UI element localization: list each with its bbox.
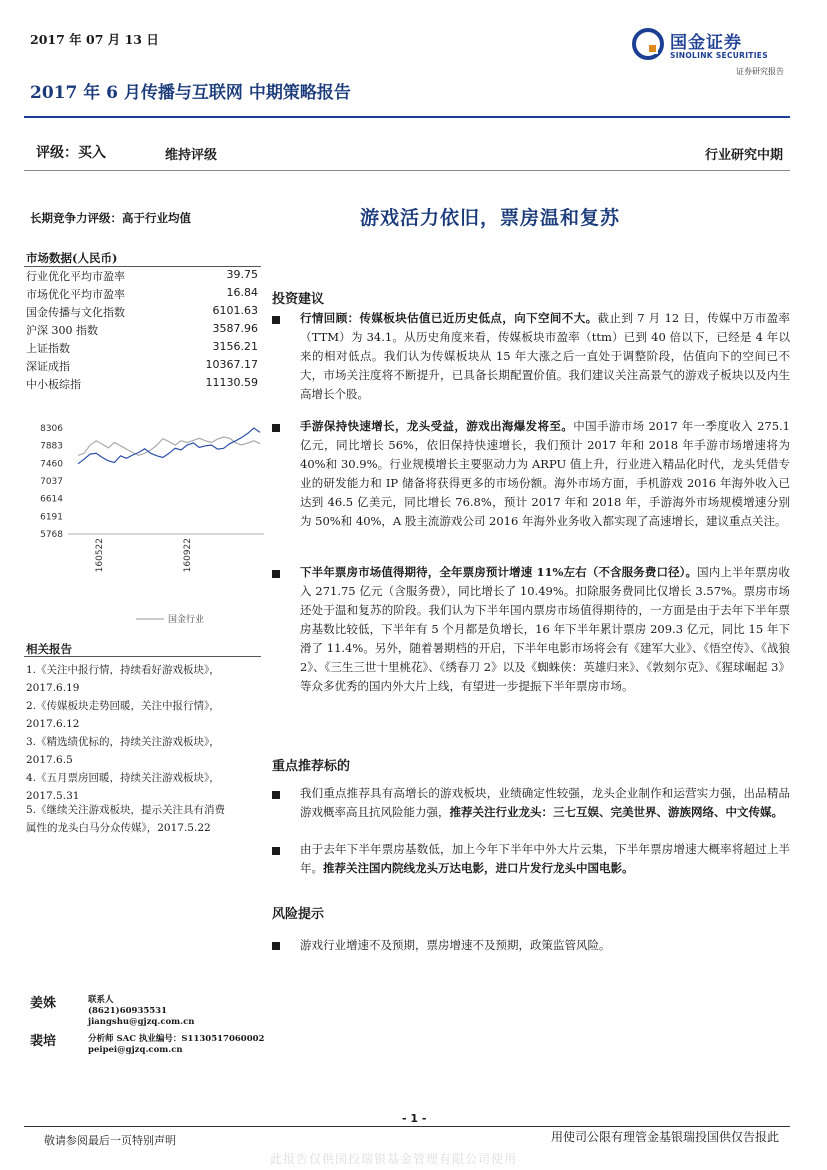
investment-advice-heading: 投资建议 [272, 292, 325, 307]
point-lead: 手游保持快速增长，龙头受益，游戏出海爆发将至。 [300, 419, 574, 433]
rating: 评级：买入 [36, 145, 106, 161]
market-row [26, 304, 258, 322]
bullet-icon [272, 424, 280, 432]
related-report-item[interactable] [26, 801, 266, 837]
market-row [26, 340, 258, 358]
market-data-heading: 市场数据(人民币) [26, 251, 118, 265]
y-tick-label: 7883 [40, 441, 63, 452]
market-value: 11130.59 [205, 376, 258, 389]
x-tick-label: 160522 [95, 538, 105, 573]
market-label: 中小板综指 [26, 378, 81, 391]
related-report-item[interactable] [26, 769, 266, 805]
analyst-info [88, 995, 194, 1028]
market-row [26, 358, 258, 376]
analyst-name: 裴培 [30, 1034, 57, 1049]
investment-point [300, 417, 790, 557]
market-row [26, 286, 258, 304]
competitiveness-rating: 长期竞争力评级：高于行业均值 [30, 211, 191, 225]
market-value: 39.75 [226, 268, 258, 281]
footer-watermark: 此报告仅供国投瑞银基金管理有限公司使用 [270, 1152, 518, 1166]
analyst-name: 姜姝 [30, 996, 57, 1011]
logo-name: 国金证券 [670, 33, 742, 53]
market-label: 上证指数 [26, 342, 70, 355]
related-report-title: 2.《传媒板块走势回暖，关注中报行情》， [26, 700, 220, 712]
related-report-title: 4.《五月票房回暖，持续关注游戏板块》， [26, 772, 220, 784]
point-text: 中国手游市场 2017 年一季度收入 275.1 亿元，同比增长 56%，依旧保持快速增长，我们预计 2017 年和 2018 年手游市场增速将为 40%和 30.9%。行业规模增长主要驱动力为 ARPU 值上升，行业进入精品化时代，龙头凭借专业的研发能力和 IP 储备将获得更多的市场份额。海外市场方面，手机游戏 2016 年海外收入已达到 46.5 亿美元，同比增长 76.8%，预计 2017 年和 2018 年，手游海外市场规模增速分别为 50%和 40%，A 股主流游戏公司 2016 年海外业务收入都实现了高速增长，建议重点关注。 [300, 419, 791, 528]
related-report-date: 属性的龙头白马分众传媒》，2017.5.22 [26, 822, 211, 834]
y-tick-label: 6191 [40, 512, 63, 523]
logo-mark-icon [632, 28, 664, 60]
related-report-item[interactable] [26, 733, 266, 769]
y-tick-label: 5768 [40, 530, 63, 540]
analyst-role: 联系人 [88, 995, 114, 1005]
point-text: 国内上半年票房收入 271.75 亿元（含服务费），同比增长了 10.49%。扣除服务费同比仅增长 3.57%。票房市场还处于温和复苏的阶段。我们认为下半年国内票房市场值得期待的，一方面是由于去年下半年票房基数比较低，下半年有 5 个月都是负增长，16 年下半年累计票房 209.3 亿元，同比 15 年下滑了 11.4%。另外，随着暑期档的开启，下半年电影市场将会有《建军大业》、《悟空传》、《战狼 2》、《三生三世十里桃花》、《绣春刀 2》以及《蜘蛛侠：英雄归来》、《敦刻尔克》、《猩球崛起 3》等众多优秀的国内外大片上线，有望进一步提振下半年票房市场。 [300, 565, 790, 693]
company-logo [632, 24, 792, 84]
bullet-icon [272, 791, 280, 799]
page-number: - 1 - [402, 1112, 427, 1125]
y-tick-label: 7460 [40, 459, 63, 470]
report-type: 行业研究中期 [704, 148, 783, 163]
pick-text: 我们重点推荐具有高增长的游戏板块，业绩确定性较强，龙头企业制作和运营实力强，出品精品游戏概率高且抗风险能力强， [300, 786, 790, 819]
related-report-date: 2017.6.12 [26, 718, 80, 730]
investment-point [300, 309, 790, 411]
report-date: 2017 年 07 月 13 日 [30, 32, 159, 47]
market-label: 市场优化平均市盈率 [26, 288, 125, 301]
footer-disclaimer: 敬请参阅最后一页特别声明 [44, 1134, 176, 1147]
market-value: 6101.63 [212, 304, 258, 317]
y-tick-label: 8306 [40, 424, 63, 434]
bullet-icon [272, 942, 280, 950]
related-report-date: 2017.6.5 [26, 754, 73, 766]
analyst-email[interactable]: peipei@gjzq.com.cn [88, 1045, 183, 1055]
pick-text: 由于去年下半年票房基数低，加上今年下半年中外大片云集，下半年票房增速大概率将超过上半年。 [300, 842, 790, 875]
point-lead: 下半年票房市场值得期待，全年票房预计增速 11%左右（不含服务费口径）。 [300, 565, 698, 579]
related-report-item[interactable] [26, 697, 266, 733]
analyst-email[interactable]: jiangshu@gjzq.com.cn [88, 1017, 195, 1027]
analyst-role: 分析师 SAC 执业编号：S1130517060002 [88, 1034, 265, 1044]
header-divider [24, 170, 790, 171]
market-label: 深证成指 [26, 360, 70, 373]
key-picks-heading: 重点推荐标的 [272, 759, 351, 774]
related-reports-heading: 相关报告 [26, 642, 72, 656]
market-data-divider [24, 266, 261, 267]
index-chart [24, 418, 272, 628]
bullet-icon [272, 570, 280, 578]
bullet-icon [272, 847, 280, 855]
pick-bold: 推荐关注国内院线龙头万达电影，进口片发行龙头中国电影。 [323, 861, 634, 875]
logo-subtitle: 证券研究报告 [736, 67, 784, 76]
analyst-phone[interactable]: (8621)60935531 [88, 1006, 168, 1016]
related-report-title: 1.《关注中报行情，持续看好游戏板块》， [26, 664, 220, 676]
related-report-date: 2017.6.19 [26, 682, 80, 694]
logo-english: SINOLINK SECURITIES [670, 51, 768, 60]
report-headline: 游戏活力依旧，票房温和复苏 [360, 207, 621, 229]
market-value: 16.84 [226, 286, 258, 299]
related-report-item[interactable] [26, 661, 266, 697]
y-tick-label: 7037 [40, 477, 63, 487]
market-row [26, 376, 258, 394]
market-label: 行业优化平均市盈率 [26, 270, 125, 283]
market-value: 3156.21 [212, 340, 258, 353]
market-value: 10367.17 [205, 358, 258, 371]
market-label: 国金传播与文化指数 [26, 306, 125, 319]
risk-heading: 风险提示 [272, 907, 325, 922]
point-text: 截止到 7 月 12 日，传媒中万市盈率（TTM）为 34.1。从历史角度来看，传媒板块市盈率（ttm）已到 40 倍以下，已经是 4 年以来的相对低点。我们认为传媒板块从 15 年大涨之后一直处于调整阶段，估值向下的空间已不大，市场关注度将不断提升，已具备长期配置价值。我们建议关注高景气的游戏子板块以及内生高增长个股。 [300, 311, 790, 401]
market-row [26, 322, 258, 340]
market-label: 沪深 300 指数 [26, 324, 98, 337]
point-lead: 行情回顾：传媒板块估值已近历史低点，向下空间不大。 [300, 311, 598, 325]
pick-bold: 推荐关注行业龙头：三七互娱、完美世界、游族网络、中文传媒。 [449, 805, 783, 819]
investment-point [300, 563, 790, 738]
pick-point [300, 784, 790, 842]
related-report-title: 5.《继续关注游戏板块，提示关注具有消费 [26, 804, 226, 816]
x-tick-label: 160922 [183, 538, 193, 573]
y-tick-label: 6614 [40, 494, 63, 505]
related-report-title: 3.《精选绩优标的，持续关注游戏板块》， [26, 736, 220, 748]
related-reports-divider [24, 656, 261, 657]
related-report-date: 2017.5.31 [26, 790, 80, 802]
rating-status: 维持评级 [165, 148, 218, 163]
analyst-info [88, 1034, 264, 1056]
market-row [26, 268, 258, 286]
footer-divider [24, 1126, 790, 1127]
market-value: 3587.96 [212, 322, 258, 335]
chart-legend: 国金行业 [168, 615, 205, 625]
pick-point [300, 840, 790, 898]
report-title: 2017 年 6 月传播与互联网 中期策略报告 [30, 83, 351, 103]
risk-text: 游戏行业增速不及预期，票房增速不及预期，政策监管风险。 [300, 938, 611, 952]
footer-usage-notice: 用使司公限有理管金基银瑞投国供仅告报此 [550, 1130, 779, 1144]
title-divider [24, 116, 790, 118]
bullet-icon [272, 316, 280, 324]
